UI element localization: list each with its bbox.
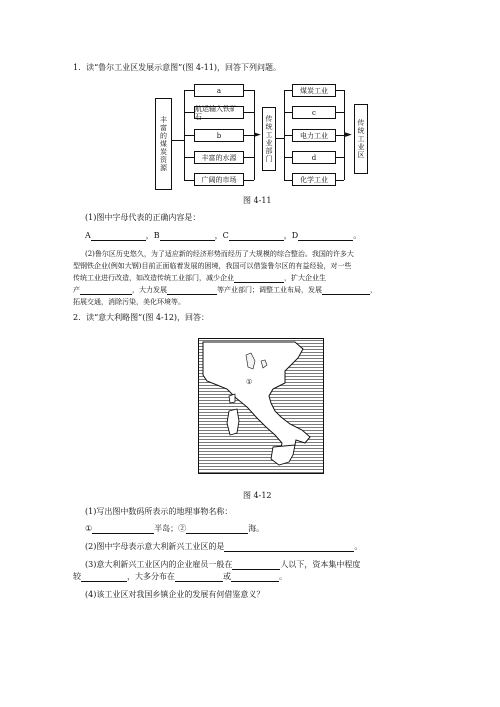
q2-sub1-answers: ① 半岛；② 海。 xyxy=(85,524,265,533)
figure-caption-4-12: 图 4-12 xyxy=(243,491,272,500)
q2-sub4: (4)该工业区对我国乡镇企业的发展有何借鉴意义？ xyxy=(85,590,265,599)
industry-box-coal: 煤炭工业 xyxy=(292,84,336,97)
answer-blank-d[interactable] xyxy=(298,232,353,241)
industry-box-power: 电力工业 xyxy=(292,129,336,142)
map-marker-1: ① xyxy=(246,378,253,386)
arrow-icon: ► xyxy=(254,130,261,140)
resource-box: 丰富的煤炭资源 xyxy=(155,98,172,190)
answer-blank-develop[interactable] xyxy=(167,286,217,295)
connector xyxy=(172,140,184,141)
industry-box-chemical: 化学工业 xyxy=(292,173,336,186)
q1-sub1-label: (1)图中字母代表的正确内容是： xyxy=(85,213,201,222)
answer-blank-employees[interactable] xyxy=(232,561,280,570)
answer-blank-reduce[interactable] xyxy=(234,274,284,283)
q2-sub2: (2)图中字母表示意大利新兴工业区的是 。 xyxy=(85,542,363,551)
arrow-icon: ► xyxy=(345,130,352,140)
q1-sub2-line5: 拓展交通，消除污染，美化环境等。 xyxy=(73,298,185,306)
q1-sub2-line2: 型钢铁企业(例如大钢)目前正面临着发展的困境，我国可以借鉴鲁尔区的有益经验，对一些 xyxy=(73,262,352,270)
answer-blank-c[interactable] xyxy=(229,232,284,241)
q1-sub2-line3: 传统工业进行改造，如改造传统工业部门，减少企业 ，扩大企业生 xyxy=(73,274,326,282)
answer-blank-region[interactable] xyxy=(224,543,354,552)
figure-caption-4-11: 图 4-11 xyxy=(243,196,272,205)
q1-sub1-answers: A ，B ，C ，D 。 xyxy=(85,231,362,240)
answer-blank-location-1[interactable] xyxy=(175,573,223,582)
factor-box-water: 丰富的水源 xyxy=(194,151,244,164)
factor-box-iron-ore: 航运输入铁矿石 xyxy=(194,106,244,119)
answer-blank-layout[interactable] xyxy=(322,286,370,295)
answer-blank-b[interactable] xyxy=(160,232,215,241)
q2-sub1-label: (1)写出图中数码所表示的地理事物名称： xyxy=(85,507,233,516)
question-2-heading: 2．读“意大利略图”(图 4-12)，回答： xyxy=(73,313,210,322)
industry-box-c: c xyxy=(292,106,336,119)
italy-map xyxy=(198,338,324,474)
industry-box-d: d xyxy=(292,151,336,164)
answer-blank-sea[interactable] xyxy=(186,525,248,534)
q2-sub3-line1: (3)意大利新兴工业区内的企业雇员一般在 人以下，资本集中程度 xyxy=(85,560,361,569)
q2-sub3-line2: 较 ，大多分布在 或 。 xyxy=(73,572,287,581)
q1-sub2-line1: (2)鲁尔区历史悠久，为了适应新的经济形势而经历了大规模的综合整治。我国的许多大 xyxy=(85,250,354,258)
traditional-region-box: 传统工业区 xyxy=(354,104,368,174)
traditional-industry-box: 传统工业部门 xyxy=(262,107,276,171)
answer-blank-expand[interactable] xyxy=(80,286,132,295)
answer-blank-capital[interactable] xyxy=(81,573,127,582)
factor-box-a: a xyxy=(194,84,244,97)
factor-box-b: b xyxy=(194,129,244,142)
q1-sub2-line4: 产 ，大力发展 等产业部门；调整工业布局，发展 ， xyxy=(73,286,377,294)
answer-blank-peninsula[interactable] xyxy=(92,525,154,534)
question-1-heading: 1．读“鲁尔工业区发展示意图”(图 4-11)，回答下列问题。 xyxy=(73,63,282,72)
answer-blank-a[interactable] xyxy=(91,232,146,241)
answer-blank-location-2[interactable] xyxy=(231,573,279,582)
factor-box-market: 广阔的市场 xyxy=(194,173,244,186)
